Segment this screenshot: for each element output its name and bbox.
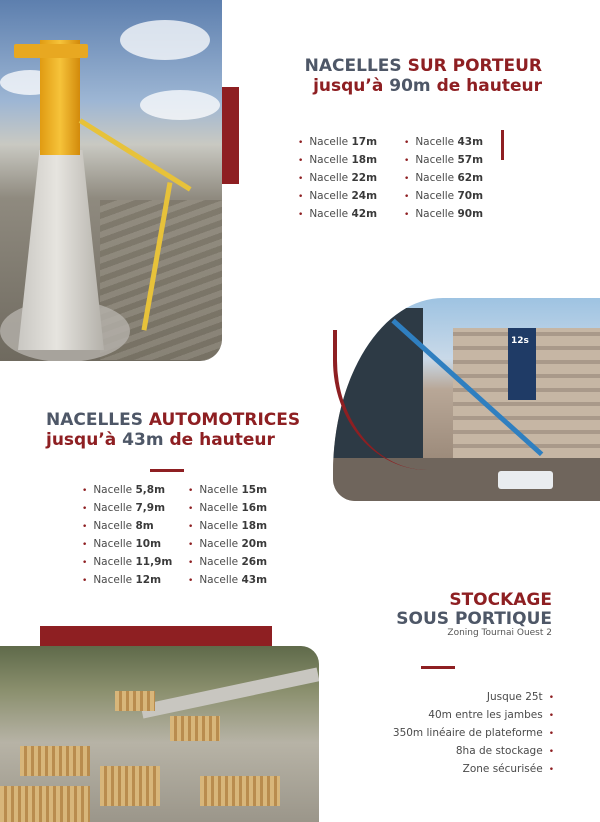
- list-item: • Nacelle 18m: [188, 520, 268, 532]
- list-item: • Nacelle 22m: [298, 172, 378, 184]
- automotrices-subtitle: jusqu’à 43m de hauteur: [46, 430, 275, 450]
- automotrices-list-col2: [188, 481, 267, 589]
- list-item: 350m linéaire de plateforme •: [392, 727, 554, 739]
- list-item: • Nacelle 15m: [188, 484, 268, 496]
- porteur-subtitle: jusqu’à 90m de hauteur: [313, 76, 542, 96]
- divider-horizontal: [150, 469, 184, 472]
- list-item: • Nacelle 42m: [298, 208, 378, 220]
- list-item: • Nacelle 16m: [188, 502, 268, 514]
- list-item: • Nacelle 17m: [298, 136, 378, 148]
- porteur-list-col2: [404, 133, 483, 223]
- list-item: • Nacelle 57m: [404, 154, 484, 166]
- list-item: • Nacelle 20m: [188, 538, 268, 550]
- list-item: • Nacelle 26m: [188, 556, 268, 568]
- stockage-title-line1: STOCKAGE: [449, 590, 552, 610]
- divider-horizontal: [421, 666, 455, 669]
- list-item: • Nacelle 5,8m: [82, 484, 166, 496]
- list-item: • Nacelle 62m: [404, 172, 484, 184]
- list-item: • Nacelle 43m: [188, 574, 268, 586]
- list-item: • Nacelle 90m: [404, 208, 484, 220]
- tower-crane-photo: [0, 0, 222, 361]
- list-item: 40m entre les jambes •: [428, 709, 554, 721]
- stockage-title-line2: SOUS PORTIQUE: [396, 609, 552, 629]
- stockage-list: [393, 688, 554, 778]
- storage-yard-photo: [0, 646, 319, 822]
- list-item: • Nacelle 7,9m: [82, 502, 166, 514]
- porteur-title: NACELLES SUR PORTEUR: [304, 56, 542, 76]
- divider-vertical: [501, 130, 504, 160]
- porteur-list-col1: [298, 133, 377, 223]
- list-item: 8ha de stockage •: [455, 745, 554, 757]
- list-item: • Nacelle 43m: [404, 136, 484, 148]
- list-item: Jusque 25t •: [486, 691, 554, 703]
- red-accent-bar: [40, 626, 272, 646]
- list-item: • Nacelle 8m: [82, 520, 154, 532]
- stadium-banner-text: 12s: [511, 336, 529, 346]
- list-item: • Nacelle 18m: [298, 154, 378, 166]
- list-item: • Nacelle 10m: [82, 538, 162, 550]
- automotrices-list-col1: [82, 481, 172, 589]
- list-item: • Nacelle 12m: [82, 574, 162, 586]
- red-accent-bar: [222, 87, 239, 184]
- automotrices-title: NACELLES AUTOMOTRICES: [46, 410, 301, 430]
- list-item: • Nacelle 24m: [298, 190, 378, 202]
- stockage-location: Zoning Tournai Ouest 2: [447, 628, 552, 638]
- list-item: Zone sécurisée •: [462, 763, 554, 775]
- list-item: • Nacelle 70m: [404, 190, 484, 202]
- list-item: • Nacelle 11,9m: [82, 556, 173, 568]
